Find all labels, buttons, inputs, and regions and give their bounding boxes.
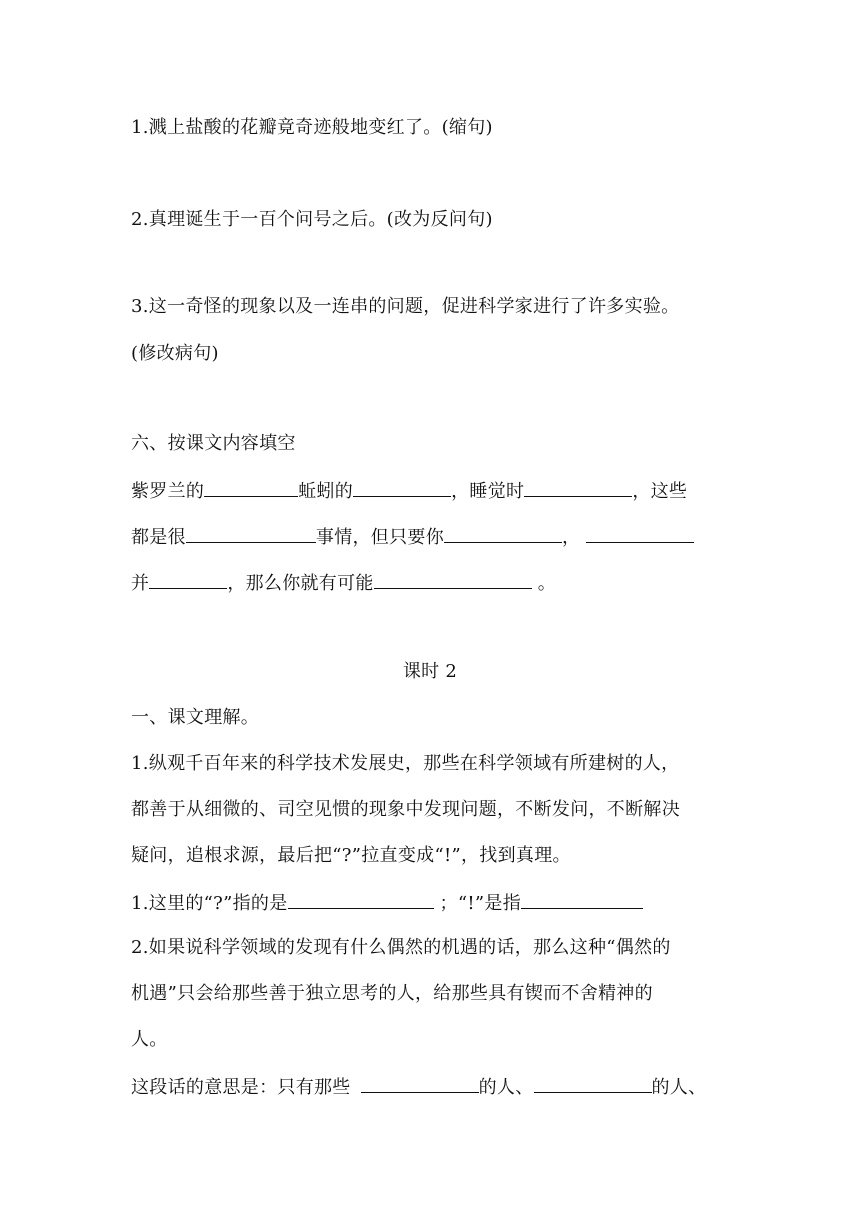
passage-1-line-2: 都善于从细微的、司空见惯的现象中发现问题，不断发问，不断解决 — [131, 799, 680, 820]
passage-2-line-1: 2.如果说科学领域的发现有什么偶然的机遇的话，那么这种“偶然的 — [131, 937, 671, 958]
answer-blank[interactable] — [444, 524, 562, 543]
passage-2-line-2: 机遇”只会给那些善于独立思考的人，给那些具有锲而不舍精神的 — [131, 983, 653, 1004]
answer-blank[interactable] — [149, 570, 227, 589]
passage-1-line-1: 1.纵观千百年来的科学技术发展史，那些在科学领域有所建树的人， — [131, 753, 680, 774]
question-text: 这段话的意思是：只有那些 — [131, 1077, 357, 1098]
sentence-item-3-note: (修改病句) — [131, 343, 219, 364]
fill-text: 并 — [131, 573, 150, 594]
question-text: ；“!”是指 — [433, 893, 521, 914]
fill-line-3 — [131, 570, 556, 596]
sentence-item-1: 1.溅上盐酸的花瓣竟奇迹般地变红了。(缩句) — [131, 117, 493, 138]
answer-blank[interactable] — [353, 478, 451, 497]
sentence-item-3: 3.这一奇怪的现象以及一连串的问题，促进科学家进行了许多实验。 — [131, 296, 680, 317]
question-text: 1.这里的“?”指的是 — [131, 893, 288, 914]
fill-text: 蚯蚓的 — [298, 481, 354, 502]
sentence-item-2: 2.真理诞生于一百个问号之后。(改为反问句) — [131, 209, 493, 230]
fill-text: ，那么你就有可能 — [227, 573, 374, 594]
fill-line-2 — [131, 524, 694, 550]
answer-blank[interactable] — [524, 478, 632, 497]
section-six-heading: 六、按课文内容填空 — [131, 433, 296, 454]
answer-blank[interactable] — [586, 524, 694, 543]
passage-2-line-3: 人。 — [131, 1029, 168, 1050]
question-1 — [131, 890, 643, 916]
answer-blank[interactable] — [534, 1074, 652, 1093]
answer-blank[interactable] — [521, 890, 643, 909]
part-one-heading: 一、课文理解。 — [131, 707, 260, 728]
fill-line-1 — [131, 478, 687, 504]
fill-text: ，这些 — [632, 481, 688, 502]
lesson-title: 课时 2 — [402, 661, 458, 682]
fill-text: 都是很 — [131, 527, 186, 548]
fill-text: ， — [562, 527, 581, 548]
fill-text: 。 — [531, 573, 557, 594]
answer-blank[interactable] — [186, 524, 316, 543]
answer-blank[interactable] — [361, 1074, 479, 1093]
fill-text: 紫罗兰的 — [131, 481, 205, 502]
fill-text: 事情，但只要你 — [315, 527, 445, 548]
question-text: 的人、 — [651, 1077, 707, 1098]
question-text: 的人、 — [478, 1077, 534, 1098]
question-2 — [131, 1074, 706, 1100]
answer-blank[interactable] — [204, 478, 298, 497]
answer-blank[interactable] — [288, 890, 434, 909]
passage-1-line-3: 疑问，追根求源，最后把“?”拉直变成“!”，找到真理。 — [131, 845, 571, 866]
fill-text: ，睡觉时 — [451, 481, 525, 502]
answer-blank[interactable] — [374, 570, 532, 589]
